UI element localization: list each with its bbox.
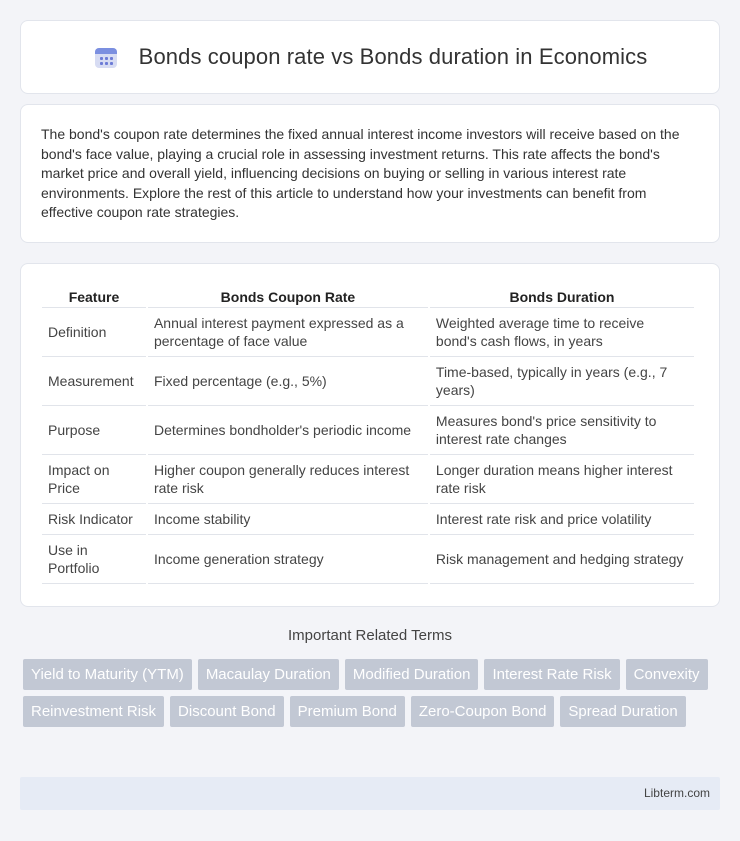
related-term-tag[interactable]: Reinvestment Risk	[23, 696, 164, 727]
table-cell-feature: Definition	[42, 308, 146, 357]
column-header-duration: Bonds Duration	[430, 284, 694, 308]
page-title: Bonds coupon rate vs Bonds duration in Economics	[138, 44, 648, 69]
table-cell-duration: Weighted average time to receive bond's cash flows, in years	[430, 308, 694, 357]
footer	[20, 777, 720, 810]
table-cell-feature: Use in Portfolio	[42, 535, 146, 584]
table-cell-feature: Purpose	[42, 406, 146, 455]
table-cell-duration: Interest rate risk and price volatility	[430, 504, 694, 535]
table-row	[42, 535, 694, 584]
column-header-coupon-rate: Bonds Coupon Rate	[148, 284, 428, 308]
related-terms-list	[23, 659, 723, 733]
table-row	[42, 308, 694, 357]
table-row	[42, 455, 694, 504]
intro-paragraph: The bond's coupon rate determines the fixed annual interest income investors will receive based on the bond's face value, playing a crucial role in assessing investment returns. This rate affects the bond's market price and overall yield, influencing decisions on buying or selling in various interest rate environments. Explore the rest of this article to understand how your investments can benefit from effective coupon rate strategies.	[41, 126, 680, 220]
table-cell-duration: Time-based, typically in years (e.g., 7 years)	[430, 357, 694, 406]
related-term-tag[interactable]: Interest Rate Risk	[484, 659, 619, 690]
related-term-tag[interactable]: Macaulay Duration	[198, 659, 339, 690]
comparison-table-card	[20, 263, 720, 607]
related-term-tag[interactable]: Premium Bond	[290, 696, 405, 727]
related-term-tag[interactable]: Yield to Maturity (YTM)	[23, 659, 192, 690]
table-row	[42, 406, 694, 455]
table-header-row	[42, 284, 694, 308]
table-cell-coupon-rate: Annual interest payment expressed as a percentage of face value	[148, 308, 428, 357]
table-cell-coupon-rate: Income stability	[148, 504, 428, 535]
table-cell-feature: Impact on Price	[42, 455, 146, 504]
calculator-icon	[93, 44, 119, 70]
table-cell-duration: Longer duration means higher interest rate risk	[430, 455, 694, 504]
related-term-tag[interactable]: Modified Duration	[345, 659, 479, 690]
related-terms-heading: Important Related Terms	[288, 627, 452, 644]
table-cell-feature: Risk Indicator	[42, 504, 146, 535]
table-row	[42, 504, 694, 535]
column-header-feature: Feature	[42, 284, 146, 308]
table-cell-coupon-rate: Fixed percentage (e.g., 5%)	[148, 357, 428, 406]
header-card	[20, 20, 720, 94]
table-cell-duration: Risk management and hedging strategy	[430, 535, 694, 584]
intro-card	[20, 104, 720, 243]
table-cell-coupon-rate: Income generation strategy	[148, 535, 428, 584]
related-term-tag[interactable]: Convexity	[626, 659, 708, 690]
table-cell-coupon-rate: Higher coupon generally reduces interest rate risk	[148, 455, 428, 504]
related-term-tag[interactable]: Spread Duration	[560, 696, 685, 727]
related-term-tag[interactable]: Zero-Coupon Bond	[411, 696, 555, 727]
table-cell-feature: Measurement	[42, 357, 146, 406]
footer-site-link[interactable]: Libterm.com	[643, 786, 710, 800]
table-cell-duration: Measures bond's price sensitivity to interest rate changes	[430, 406, 694, 455]
comparison-table	[40, 284, 696, 584]
table-cell-coupon-rate: Determines bondholder's periodic income	[148, 406, 428, 455]
table-row	[42, 357, 694, 406]
related-term-tag[interactable]: Discount Bond	[170, 696, 284, 727]
